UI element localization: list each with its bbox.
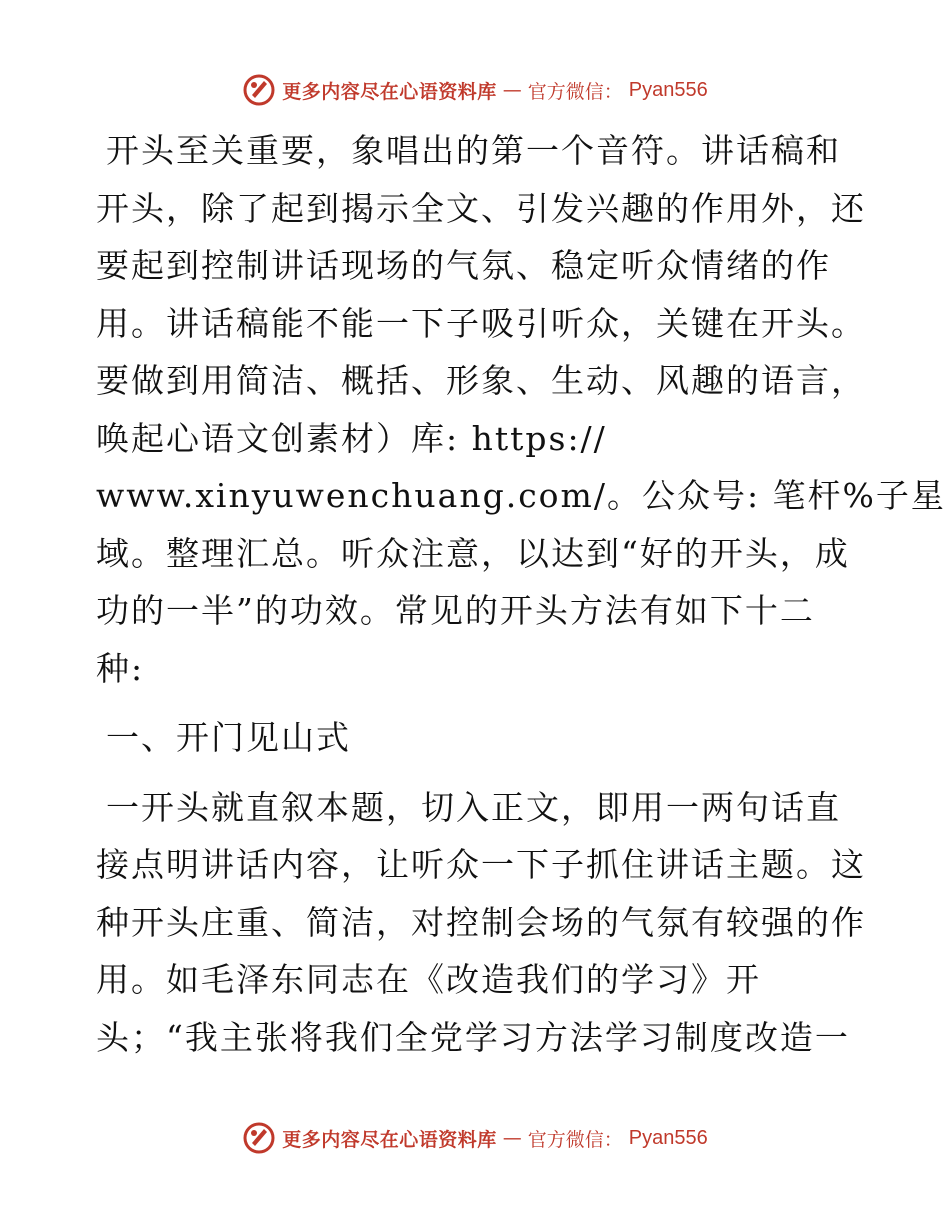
text-line: 接点明讲话内容，让听众一下子抓住讲话主题。这 — [96, 845, 866, 884]
document-body — [96, 122, 946, 1066]
text-line: 头；“我主张将我们全党学习方法学习制度改造一 — [96, 1017, 850, 1057]
brand-logo-icon — [242, 1121, 276, 1155]
banner-separator: — — [502, 79, 522, 101]
text-line: 一开头就直叙本题，切入正文，即用一两句话直 — [106, 787, 841, 827]
banner-text: 更多内容尽在心语资料库 — [282, 1128, 497, 1151]
text-line: 种: — [96, 648, 145, 688]
text-line: 用。讲话稿能不能一下子吸引听众，关键在开头。 — [96, 303, 866, 343]
text-line: 要做到用简洁、概括、形象、生动、风趣的语言， — [96, 361, 866, 400]
banner-wechat-id: Pyan556 — [628, 1126, 708, 1149]
text-line: 域。整理汇总。听众注意，以达到“好的开头，成 — [96, 533, 850, 573]
header-banner — [0, 70, 950, 110]
text-line: 用。如毛泽东同志在《改造我们的学习》开 — [96, 960, 761, 999]
text-line: 种开头庄重、简洁，对控制会场的气氛有较强的作 — [96, 902, 866, 942]
banner-wechat-label: 官方微信： — [527, 80, 623, 103]
text-line: 唤起心语文创素材）库: https:// — [96, 418, 607, 458]
text-line: 开头至关重要，象唱出的第一个音符。讲话稿和 — [106, 131, 841, 170]
section-heading: 一、开门见山式 — [106, 718, 351, 757]
text-line: 要起到控制讲话现场的气氛、稳定听众情绪的作 — [96, 246, 831, 285]
banner-wechat-id: Pyan556 — [628, 78, 708, 101]
footer-banner — [0, 1118, 950, 1158]
paragraph-section-one — [96, 779, 866, 1067]
brand-logo-icon — [242, 73, 276, 107]
paragraph-intro — [96, 122, 946, 697]
banner-separator: — — [502, 1127, 522, 1149]
text-line: www.xinyuwenchuang.com/。公众号: 笔杆%子星 — [96, 476, 946, 515]
text-line: 开头，除了起到揭示全文、引发兴趣的作用外，还 — [96, 188, 866, 228]
banner-wechat-label: 官方微信： — [527, 1128, 623, 1151]
banner-text: 更多内容尽在心语资料库 — [282, 80, 497, 103]
text-line: 功的一半”的功效。常见的开头方法有如下十二 — [96, 591, 815, 630]
